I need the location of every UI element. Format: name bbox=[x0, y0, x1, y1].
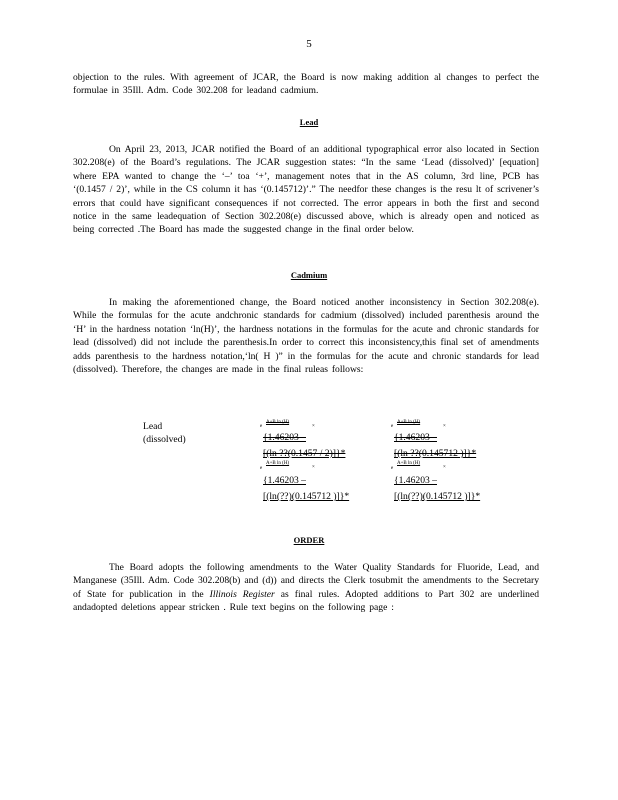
heading-lead: Lead bbox=[299, 117, 319, 127]
paragraph-lead: On April 23, 2013, JCAR notified the Board of an additional typographical error also located in Section 302.208(e) of the Board’s regulations. The JCAR suggestion states: “In the same ‘Lead (dissolved)’ [equation] where EPA wanted to change the ‘–’ toa ‘+’, management notes that in the AS column, 3rd line, PCB has ‘(0.1457 / 2)’, while in the CS column it has ‘(0.145712)’.” The needfor these changes is the resu lt of scrivener’s errors that could have significant consequences if not corrected. The error appears in both the first and second notice in the same leadequation of Section 302.208(e) discussed above, which is already open and noticed as being corrected .The Board has made the suggested change in the final order below. bbox=[73, 144, 539, 236]
row-label-lead: Lead bbox=[143, 421, 163, 432]
paragraph-order: The Board adopts the following amendments to the Water Quality Standards for Fluoride, Lead, and Manganese (35Ill. Adm. Code 302.208(b) and (d)) and directs the Clerk tosubmit the amendments to the Secretary of State for publication in the Illinois Register as final rules. Adopted additions to Part 302 are underlined andadopted deletions appear stricken . Rule text begins on the following page : bbox=[73, 562, 540, 614]
times-sign-2-new: × bbox=[443, 465, 446, 470]
paragraph-intro: objection to the rules. With agreement of JCAR, the Board is now making addition al changes to perfect the formulae in 35Ill. Adm. Code 302.208 for leadand cadmium. bbox=[73, 72, 539, 97]
heading-cadmium: Cadmium bbox=[290, 270, 328, 280]
page-number: 5 bbox=[306, 38, 312, 50]
exponent-new-2: A+B ln (H) bbox=[397, 461, 421, 466]
formula-chronic-line2: [(ln ??(0.145712 )]}* bbox=[394, 448, 477, 459]
heading-order: ORDER bbox=[293, 535, 325, 545]
formula-acute-line4: {1.46203 – bbox=[263, 475, 306, 486]
times-sign-new: × bbox=[312, 465, 315, 470]
formula-chronic-line1: {1.46203 – bbox=[394, 432, 437, 443]
times-sign: × bbox=[312, 424, 315, 429]
paragraph-cadmium: In making the aforementioned change, the Board noticed another inconsistency in Section 302.208(e). While the formulas for the acute andchronic standards for cadmium (dissolved) included parenthesis around the ‘H’ in the hardness notation ‘ln(H)’, the hardness notations in the formulas for the acute and chronic standards for lead (dissolved) did not include the parenthesis.In order to correct this inconsistency,this final set of amendments adds parenthesis to the hardness notation,‘ln( H )” in the formulas for the acute and chronic standards for lead (dissolved). Therefore, the changes are made in the final ruleas follows: bbox=[73, 297, 539, 376]
row-label-dissolved: (dissolved) bbox=[143, 434, 186, 445]
formula-acute-line5: [(ln(??)(0.145712 )]}* bbox=[263, 491, 350, 502]
exponent-strike-2: A+B ln (H) bbox=[397, 420, 421, 425]
formula-chronic-line5: [(ln(??)(0.145712 )]}* bbox=[394, 491, 481, 502]
exp-e-new: e bbox=[260, 466, 263, 471]
exp-e: e bbox=[260, 424, 263, 429]
formula-acute-line2: [(ln ??(0.1457 / 2)]}* bbox=[263, 448, 346, 459]
exponent-strike: A+B ln (H) bbox=[266, 420, 290, 425]
exp-e-2: e bbox=[391, 424, 394, 429]
journal-title: Illinois Register bbox=[209, 588, 275, 600]
times-sign-2: × bbox=[443, 424, 446, 429]
formula-chronic-line4: {1.46203 – bbox=[394, 475, 437, 486]
exponent-new: A+B ln (H) bbox=[266, 461, 290, 466]
formula-acute-line1: {1.46203 – bbox=[263, 432, 306, 443]
exp-e-2-new: e bbox=[391, 466, 394, 471]
